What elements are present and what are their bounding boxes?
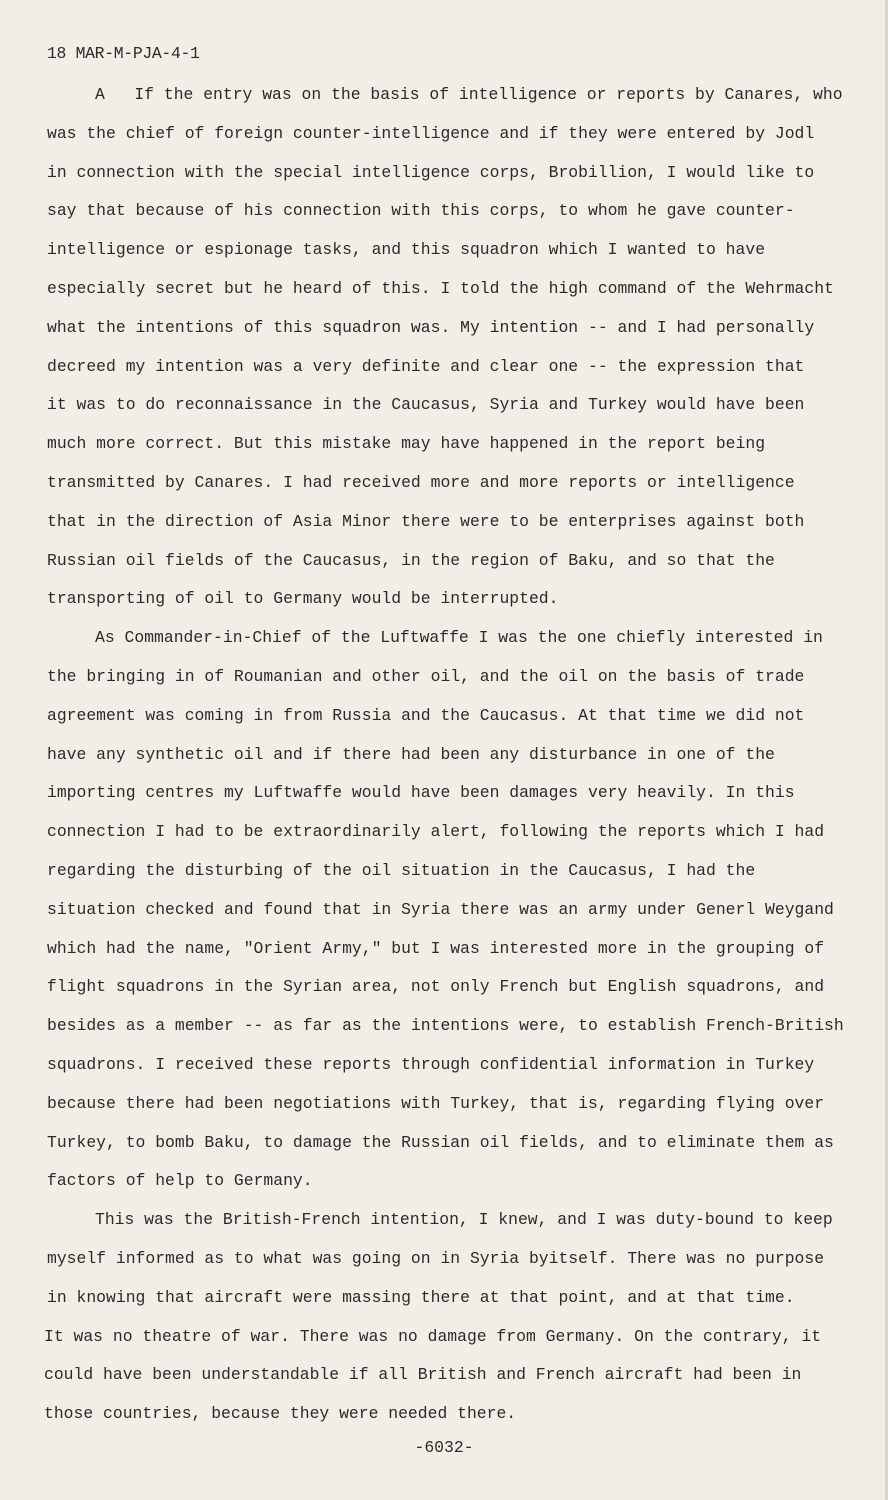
text-line: This was the British-French intention, I knew, and I was duty-bound to keep <box>95 1210 833 1230</box>
text-line: agreement was coming in from Russia and the Caucasus. At that time we did not <box>47 705 805 725</box>
document-body <box>44 76 844 1434</box>
text-line: could have been understandable if all British and French aircraft had been in <box>44 1365 802 1385</box>
text-line: As Commander-in-Chief of the Luftwaffe I was the one chiefly interested in <box>95 628 823 648</box>
text-line: decreed my intention was a very definite and clear one -- the expression that <box>47 356 805 376</box>
text-line: that in the direction of Asia Minor there were to be enterprises against both <box>47 511 805 531</box>
text-line: what the intentions of this squadron was. My intention -- and I had personally <box>47 317 815 337</box>
text-line: transmitted by Canares. I had received more and more reports or intelligence <box>47 472 795 492</box>
text-line: myself informed as to what was going on in Syria byitself. There was no purpose <box>47 1248 825 1268</box>
text-line: A If the entry was on the basis of intelligence or reports by Canares, who <box>95 85 843 104</box>
text-line: say that because of his connection with this corps, to whom he gave counter- <box>47 201 795 221</box>
text-line: intelligence or espionage tasks, and this squadron which I wanted to have <box>47 240 766 260</box>
page-number: -6032- <box>414 1438 474 1457</box>
text-line: in connection with the special intelligence corps, Brobillion, I would like to <box>47 162 815 182</box>
text-line: especially secret but he heard of this. I told the high command of the Wehrmacht <box>47 278 834 298</box>
text-line: transporting of oil to Germany would be interrupted. <box>47 589 559 609</box>
text-line: the bringing in of Roumanian and other oil, and the oil on the basis of trade <box>47 666 805 686</box>
text-line: in knowing that aircraft were massing there at that point, and at that time. <box>47 1287 795 1307</box>
text-line: Russian oil fields of the Caucasus, in the region of Baku, and so that the <box>47 550 775 570</box>
text-line: much more correct. But this mistake may have happened in the report being <box>47 434 766 454</box>
text-line: importing centres my Luftwaffe would have been damages very heavily. In this <box>47 783 795 803</box>
text-line: which had the name, "Orient Army," but I was interested more in the grouping of <box>47 938 825 958</box>
text-line: connection I had to be extraordinarily alert, following the reports which I had <box>47 822 825 842</box>
text-line: besides as a member -- as far as the intentions were, to establish French-British <box>47 1016 844 1036</box>
text-line: It was no theatre of war. There was no damage from Germany. On the contrary, it <box>44 1326 822 1346</box>
document-reference: 18 MAR-M-PJA-4-1 <box>47 44 200 63</box>
text-line: have any synthetic oil and if there had been any disturbance in one of the <box>47 744 775 764</box>
text-line: it was to do reconnaissance in the Caucasus, Syria and Turkey would have been <box>47 395 805 415</box>
text-line: factors of help to Germany. <box>47 1171 313 1191</box>
text-line: those countries, because they were needed there. <box>44 1404 517 1424</box>
text-line: squadrons. I received these reports through confidential information in Turkey <box>47 1054 815 1074</box>
text-line: situation checked and found that in Syria there was an army under Generl Weygand <box>47 899 834 919</box>
text-line: Turkey, to bomb Baku, to damage the Russian oil fields, and to eliminate them as <box>47 1132 834 1152</box>
text-line: because there had been negotiations with Turkey, that is, regarding flying over <box>47 1093 825 1113</box>
text-line: flight squadrons in the Syrian area, not only French but English squadrons, and <box>47 977 825 997</box>
text-line: was the chief of foreign counter-intelligence and if they were entered by Jodl <box>47 123 815 143</box>
text-line: regarding the disturbing of the oil situation in the Caucasus, I had the <box>47 860 756 880</box>
